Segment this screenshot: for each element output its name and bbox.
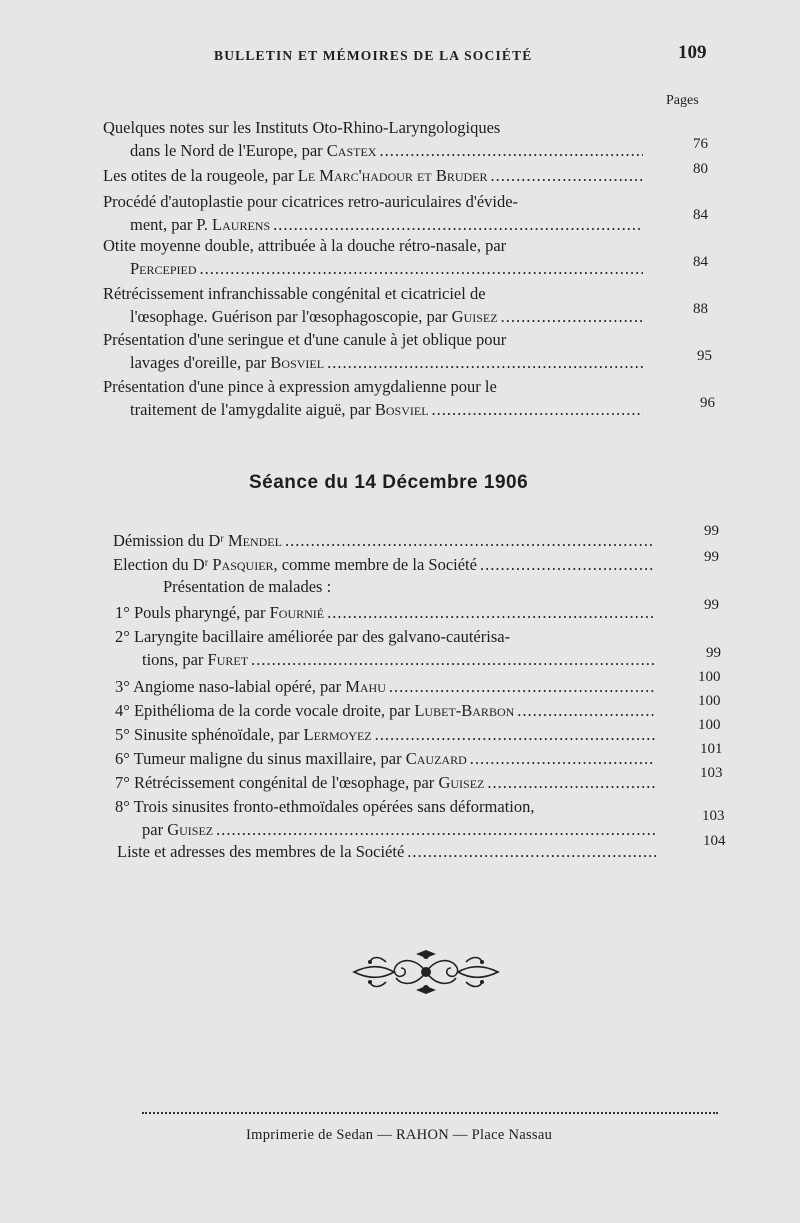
- entry-text: Liste et adresses des membres de la Société: [117, 842, 405, 861]
- entry-page: 84: [693, 207, 708, 223]
- toc-entry: [103, 282, 643, 328]
- entry-text: ment, par P.: [130, 215, 208, 234]
- toc-entry: [103, 375, 643, 421]
- entry-author: Pasquier: [212, 555, 274, 574]
- dot-leader: [248, 648, 655, 671]
- dot-leader: [270, 213, 643, 236]
- entry-author: Bosviel: [270, 353, 325, 372]
- entry-page: 99: [704, 523, 719, 539]
- entry-page: 76: [693, 136, 708, 152]
- entry-author: Guisez: [451, 307, 498, 326]
- toc-entry: [103, 328, 643, 374]
- toc-entry: [115, 795, 657, 841]
- dot-leader: [477, 553, 653, 576]
- dot-leader: [324, 601, 655, 624]
- toc-entry: [103, 116, 643, 162]
- toc-entry: [115, 723, 655, 746]
- toc-entry: [115, 625, 655, 671]
- entry-author: Castex: [326, 141, 377, 160]
- dot-leader: [498, 305, 643, 328]
- dot-leader: [404, 840, 659, 863]
- dot-leader: [467, 747, 655, 770]
- entry-text: 8° Trois sinusites fronto-ethmoïdales opérées sans déformation,: [115, 797, 535, 816]
- printer-imprint: Imprimerie de Sedan — RAHON — Place Nassau: [246, 1127, 553, 1143]
- toc-entry: [115, 699, 655, 722]
- entry-page: 99: [704, 549, 719, 565]
- entry-page: 95: [697, 348, 712, 364]
- dot-leader: [376, 139, 643, 162]
- entry-text: Présentation d'une seringue et d'une canule à jet oblique pour: [103, 330, 507, 349]
- footer-rule: [142, 1112, 718, 1114]
- toc-entry: [115, 601, 655, 624]
- entry-text: dans le Nord de l'Europe, par: [130, 141, 323, 160]
- entry-text: traitement de l'amygdalite aiguë, par: [130, 400, 371, 419]
- toc-entry: [103, 164, 643, 187]
- entry-text: Otite moyenne double, attribuée à la douche rétro-nasale, par: [103, 236, 507, 255]
- entry-page: 99: [704, 597, 719, 613]
- entry-page: 104: [703, 833, 726, 849]
- entry-author: Lubet-Barbon: [414, 701, 515, 720]
- dot-leader: [324, 351, 643, 374]
- entry-page: 84: [693, 254, 708, 270]
- entry-author: Fournié: [269, 603, 325, 622]
- entry-text: 4° Epithélioma de la corde vocale droite, par: [115, 701, 411, 720]
- entry-author: Cauzard: [405, 749, 467, 768]
- entry-text: par: [142, 820, 164, 839]
- entry-text: Election du Dʳ: [113, 555, 209, 574]
- toc-entry: [115, 747, 655, 770]
- subheading: Présentation de malades :: [163, 577, 332, 596]
- entry-text: 7° Rétrécissement congénital de l'œsophage, par: [115, 773, 435, 792]
- dot-leader: [213, 818, 657, 841]
- entry-author: Mendel: [227, 531, 282, 550]
- dot-leader: [514, 699, 655, 722]
- entry-page: 103: [702, 808, 725, 824]
- entry-page: 96: [700, 395, 715, 411]
- entry-text: Présentation d'une pince à expression amygdalienne pour le: [103, 377, 497, 396]
- ornament-fleuron-icon: [350, 948, 502, 996]
- entry-text: tions, par: [142, 650, 204, 669]
- toc-entry: [103, 234, 643, 280]
- entry-page: 100: [698, 669, 721, 685]
- entry-text: lavages d'oreille, par: [130, 353, 267, 372]
- dot-leader: [282, 529, 653, 552]
- entry-page: 101: [700, 741, 723, 757]
- entry-text: 5° Sinusite sphénoïdale, par: [115, 725, 300, 744]
- entry-page: 99: [706, 645, 721, 661]
- dot-leader: [484, 771, 655, 794]
- entry-author: Percepied: [130, 259, 197, 278]
- toc-entry: [113, 529, 653, 552]
- entry-text: Rétrécissement infranchissable congénital et cicatriciel de: [103, 284, 486, 303]
- dot-leader: [488, 164, 643, 187]
- entry-author: Le Marc'hadour et Bruder: [297, 166, 488, 185]
- entry-author: Furet: [207, 650, 249, 669]
- running-title: BULLETIN ET MÉMOIRES DE LA SOCIÉTÉ: [214, 48, 533, 63]
- pages-column-label: Pages: [666, 93, 699, 108]
- entry-author: Laurens: [212, 215, 271, 234]
- entry-text: Quelques notes sur les Instituts Oto-Rhino-Laryngologiques: [103, 118, 501, 137]
- entry-text: Procédé d'autoplastie pour cicatrices retro-auriculaires d'évide-: [103, 192, 519, 211]
- entry-text: 1° Pouls pharyngé, par: [115, 603, 266, 622]
- entry-author: Guisez: [167, 820, 214, 839]
- entry-author: Bosviel: [374, 400, 429, 419]
- entry-text: 6° Tumeur maligne du sinus maxillaire, par: [115, 749, 402, 768]
- entry-page: 103: [700, 765, 723, 781]
- section-title: Séance du 14 Décembre 1906: [249, 472, 529, 493]
- entry-text: , comme membre de la Société: [273, 555, 477, 574]
- entry-author: Guisez: [438, 773, 485, 792]
- entry-page: 80: [693, 161, 708, 177]
- dot-leader: [429, 398, 643, 421]
- toc-entry: [115, 675, 655, 698]
- entry-page: 100: [698, 717, 721, 733]
- toc-entry: [103, 190, 643, 236]
- toc-entry: [115, 771, 655, 794]
- dot-leader: [386, 675, 655, 698]
- dot-leader: [197, 257, 643, 280]
- entry-text: 2° Laryngite bacillaire améliorée par des galvano-cautérisa-: [115, 627, 511, 646]
- entry-text: l'œsophage. Guérison par l'œsophagoscopie, par: [130, 307, 448, 326]
- entry-text: Démission du Dʳ: [113, 531, 224, 550]
- entry-text: 3° Angiome naso-labial opéré, par: [115, 677, 342, 696]
- entry-author: Mahu: [345, 677, 386, 696]
- entry-author: Lermoyez: [303, 725, 372, 744]
- entry-page: 100: [698, 693, 721, 709]
- entry-text: Les otites de la rougeole, par: [103, 166, 294, 185]
- page-number: 109: [678, 42, 707, 63]
- dot-leader: [372, 723, 655, 746]
- toc-entry: [117, 840, 659, 863]
- entry-page: 88: [693, 301, 708, 317]
- toc-entry: [113, 553, 653, 576]
